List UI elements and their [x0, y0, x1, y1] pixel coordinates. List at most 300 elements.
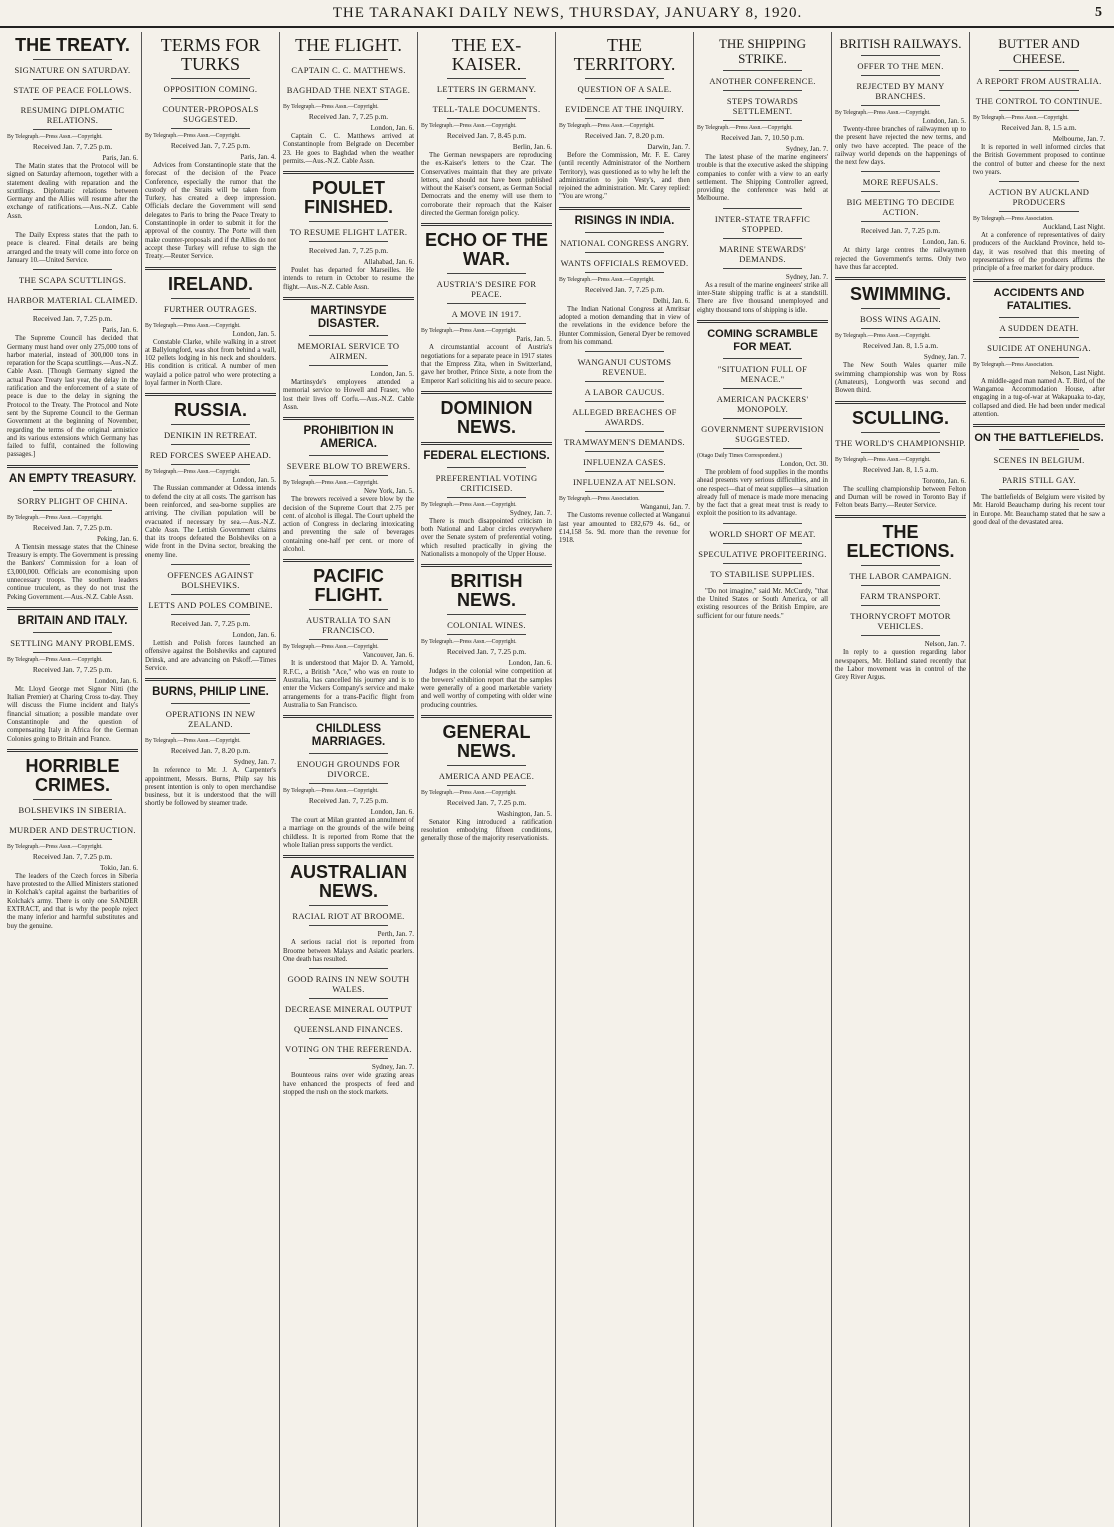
subhead-rule	[33, 59, 112, 60]
article-headline: RISINGS IN INDIA.	[574, 214, 675, 227]
article-headline: PROHIBITION IN AMERICA.	[303, 425, 394, 451]
article-body: The leaders of the Czech forces in Siberia have protested to the Allied Ministers stationed in Kolchak's capital against the barbarities of Kolchak's army. There is only one SANDER EXTRACT, and that is why the people reject the many inferior and harmful substitutes and buy the genuine.	[7, 872, 138, 930]
article-subhead: BOLSHEVIKS IN SIBERIA.	[18, 804, 127, 815]
subhead-rule	[723, 418, 802, 419]
section-divider	[283, 559, 414, 562]
article-body: It is reported in well informed circles that the British Government proposed to continue the control of butter and cheese for the next two years.	[973, 144, 1105, 176]
subhead-rule	[585, 252, 664, 253]
article-byline: By Telegraph.—Press Assn.—Copyright.	[145, 469, 241, 476]
article-subhead: WORLD SHORT OF MEAT.	[709, 528, 816, 539]
article-byline: By Telegraph.—Press Assn.—Copyright.	[421, 328, 517, 335]
article-byline: By Telegraph.—Press Assn.—Copyright.	[283, 480, 379, 487]
page-number: 5	[1095, 5, 1102, 20]
subhead-rule	[585, 78, 664, 79]
column-6	[694, 32, 832, 1527]
article	[7, 36, 138, 221]
section-divider	[421, 223, 552, 226]
article	[145, 267, 276, 389]
newspaper-title: THE TARANAKI DAILY NEWS, THURSDAY, JANUARY 8, 1920.	[332, 4, 803, 21]
article-dateline: London, Jan. 5.	[922, 117, 966, 125]
subhead-rule	[585, 351, 664, 352]
subhead-rule	[585, 118, 664, 119]
article-headline: DOMINION NEWS.	[440, 397, 533, 437]
subhead-rule	[861, 565, 940, 566]
article-headline: HORRIBLE CRIMES.	[25, 755, 120, 795]
subhead-rule	[999, 357, 1079, 358]
article-headline: GENERAL NEWS.	[442, 721, 531, 761]
subhead-rule	[861, 75, 940, 76]
article-dateline: Vancouver, Jan. 6.	[362, 651, 414, 660]
subhead-rule	[447, 785, 526, 786]
subhead-rule	[447, 634, 526, 635]
section-divider	[283, 171, 414, 174]
article-body: In reference to Mr. J. A. Carpenter's appointment, Messrs. Burns, Philp say his present intention is only to open merchandise business, but it is understood that the will shortly be followed by steamer trade.	[145, 767, 276, 808]
subhead-rule	[585, 401, 664, 402]
article	[145, 393, 276, 560]
article-byline: By Telegraph.—Press Assn.—Copyright.	[421, 789, 517, 796]
article-dateline: London, Jan. 6.	[370, 124, 414, 132]
section-divider	[421, 564, 552, 567]
article-dateline: Tokio, Jan. 6.	[100, 863, 138, 872]
article	[835, 171, 966, 272]
article-headline: CHILDLESS MARRIAGES.	[311, 723, 386, 749]
article-subhead: CAPTAIN C. C. MATTHEWS.	[291, 65, 406, 75]
article-dateline: Paris, Jan. 6.	[102, 326, 138, 335]
subhead-rule	[585, 451, 664, 452]
article-headline: THE FLIGHT.	[295, 35, 402, 55]
article-received: Received Jan. 7, 10.50 p.m.	[720, 133, 805, 142]
subhead-rule	[861, 55, 940, 56]
article-headline: THE ELECTIONS.	[846, 522, 955, 562]
article-subhead: FARM TRANSPORT.	[860, 591, 941, 602]
subhead-rule	[861, 585, 940, 586]
subhead-rule	[309, 998, 388, 999]
article	[421, 564, 552, 709]
article-body: Lettish and Polish forces launched an offensive against the Bolsheviks and captured Drinsk, and are advancing on Pskoff.—Times Service.	[145, 640, 276, 672]
article-headline: AN EMPTY TREASURY.	[8, 472, 137, 485]
subhead-rule	[309, 1058, 388, 1059]
article-subhead: NATIONAL CONGRESS ANGRY.	[560, 237, 689, 248]
article	[145, 678, 276, 808]
subhead-rule	[171, 444, 250, 445]
article-body: Martinsyde's employees attended a memorial service to Howell and Fraser, who lost their lives off Corfu.—Aus.-N.Z. Cable Assn.	[283, 379, 414, 411]
article-subhead: OFFER TO THE MEN.	[857, 61, 944, 71]
article-headline: RUSSIA.	[173, 400, 247, 421]
subhead-rule	[33, 289, 112, 290]
article-dateline: Paris, Jan. 5.	[516, 335, 552, 344]
article-dateline: London, Jan. 5.	[370, 370, 414, 379]
article-subhead: VOTING ON THE REFERENDA.	[285, 1044, 412, 1055]
article-body: The Indian National Congress at Amritsar adopted a motion demanding that in view of the revelations in the evidence before the Hunter Commission, General Dyer be removed from his command.	[559, 305, 690, 346]
subhead-rule	[447, 323, 526, 324]
article-subhead: RESUMING DIPLOMATIC RELATIONS.	[20, 105, 125, 125]
subhead-rule	[861, 191, 940, 192]
article	[7, 607, 138, 744]
article	[697, 208, 828, 315]
article-dateline: Nelson, Jan. 7.	[924, 640, 966, 649]
section-divider	[145, 678, 276, 681]
subhead-rule	[309, 783, 388, 784]
subhead-rule	[447, 118, 526, 119]
article-subhead: GOVERNMENT SUPERVISION SUGGESTED.	[701, 423, 824, 444]
subhead-rule	[309, 99, 388, 100]
article	[973, 36, 1105, 177]
article-body: As a result of the marine engineers' strike all inter-State shipping traffic is at a standstill. There are five thousand unemployed and eighty thousand tons of shipping is idle.	[697, 281, 828, 314]
article-byline: By Telegraph.—Press Assn.—Copyright.	[421, 123, 517, 129]
section-divider	[283, 417, 414, 420]
article-dateline: London, Jan. 6.	[94, 676, 138, 685]
article-headline: BURNS, PHILIP LINE.	[152, 686, 269, 699]
subhead-rule	[999, 469, 1079, 470]
article-subhead: MARINE STEWARDS' DEMANDS.	[719, 243, 806, 264]
article-body: There is much disappointed criticism in both National and Labor circles everywhere over the Senate system of preferential voting, which resulted practically in giving the Nationalists a monopoly of the Upper House.	[421, 517, 552, 559]
article-subhead: TELL-TALE DOCUMENTS.	[432, 104, 541, 114]
article-dateline: Paris, Jan. 4.	[240, 153, 276, 161]
article	[421, 715, 552, 844]
article-subhead: STATE OF PEACE FOLLOWS.	[13, 85, 132, 95]
subhead-rule	[171, 318, 250, 319]
subhead-rule	[33, 510, 112, 511]
subhead-rule	[999, 337, 1079, 338]
article-subhead: LETTS AND POLES COMBINE.	[148, 600, 273, 611]
article-received: Received Jan. 7, 7.25 p.m.	[308, 246, 389, 256]
article-body: The battlefields of Belgium were visited by Mr. Harold Beauchamp during his recent tour in Europe. Mr. Beauchamp stated that he saw a good deal of the devastated area.	[973, 494, 1105, 527]
article-byline: (Otago Daily Times Correspondent.)	[697, 452, 783, 459]
article-subhead: OPERATIONS IN NEW ZEALAND.	[165, 709, 256, 730]
article-headline: BRITAIN AND ITALY.	[17, 614, 128, 627]
article-dateline: Sydney, Jan. 7.	[785, 272, 828, 281]
article-dateline: Paris, Jan. 6.	[102, 154, 138, 162]
article-headline: PACIFIC FLIGHT.	[313, 566, 384, 606]
section-divider	[973, 279, 1105, 282]
article-dateline: Sydney, Jan. 7.	[371, 1063, 414, 1072]
column-2	[142, 32, 280, 1527]
subhead-rule	[309, 455, 388, 456]
subhead-rule	[33, 799, 112, 800]
article-byline: By Telegraph.—Press Assn.—Copyright.	[7, 134, 103, 140]
subhead-rule	[861, 308, 940, 309]
article-subhead: A REPORT FROM AUSTRALIA.	[976, 76, 1102, 86]
article-headline: COMING SCRAMBLE FOR MEAT.	[707, 327, 818, 353]
article-headline: ACCIDENTS AND FATALITIES.	[993, 286, 1085, 312]
article-subhead: RED FORCES SWEEP AHEAD.	[149, 450, 272, 461]
article-dateline: London, Oct. 30.	[780, 459, 828, 468]
article-byline: By Telegraph.—Press Assn.—Copyright.	[421, 501, 517, 508]
subhead-rule	[447, 765, 526, 766]
subhead-rule	[723, 268, 802, 269]
article-subhead: LETTERS IN GERMANY.	[436, 84, 537, 94]
article-body: The Customs revenue collected at Wanganui last year amounted to £82,679 4s. 6d., or £14,158 5s. 9d. more than the revenue for 1918.	[559, 512, 690, 545]
article-subhead: ANOTHER CONFERENCE.	[709, 76, 816, 86]
article-subhead: MEMORIAL SERVICE TO AIRMEN.	[297, 341, 400, 362]
subhead-rule	[999, 489, 1079, 490]
subhead-rule	[33, 632, 112, 633]
subhead-rule	[309, 753, 388, 754]
subhead-rule	[999, 90, 1079, 91]
subhead-rule	[309, 475, 388, 476]
article-subhead: SEVERE BLOW TO BREWERS.	[286, 461, 411, 472]
subhead-rule	[171, 298, 250, 299]
article-byline: By Telegraph.—Press Assn.—Copyright.	[145, 322, 241, 329]
article-received: Received Jan. 7, 7.25 p.m.	[584, 284, 665, 294]
subhead-rule	[585, 381, 664, 382]
article-headline: BUTTER AND CHEESE.	[998, 36, 1080, 66]
article-body: The German newspapers are reproducing the ex-Kaiser's letters to the Czar. The Conservatives maintain that they are private letters, and should not have been published without the Kaiser's consent, as German Social Democrats and the enemy will use them to corroborate their reproach that the Kaiser directed the German foreign policy.	[421, 152, 552, 218]
column-7	[832, 32, 970, 1527]
article-subhead: OFFENCES AGAINST BOLSHEVIKS.	[167, 570, 254, 591]
article-body: A middle-aged man named A. T. Bird, of the Wangamoa Accommodation House, after engaging in a tug-of-war at Wakapuaka to-day, collapsed and died. He had been under medical attention.	[973, 377, 1105, 418]
article-subhead: WANGANUI CUSTOMS REVENUE.	[577, 357, 672, 378]
article-subhead: THE CONTROL TO CONTINUE.	[975, 96, 1103, 106]
article-subhead: FURTHER OUTRAGES.	[164, 303, 257, 314]
article-subhead: PARIS STILL GAY.	[1002, 475, 1076, 486]
subhead-rule	[33, 490, 112, 491]
article	[283, 715, 414, 850]
column-8	[970, 32, 1108, 1527]
article-dateline: London, Jan. 6.	[94, 223, 138, 232]
subhead-rule	[447, 467, 526, 468]
article-subhead: THORNYCROFT MOTOR VEHICLES.	[850, 611, 951, 632]
subhead-rule	[723, 563, 802, 564]
subhead-rule	[447, 98, 526, 99]
subhead-rule	[309, 221, 388, 222]
article-received: Received Jan. 7, 7.25 p.m.	[308, 796, 389, 806]
subhead-rule	[861, 432, 940, 433]
article-subhead: SORRY PLIGHT OF CHINA.	[17, 495, 128, 506]
article-subhead: SIGNATURE ON SATURDAY.	[14, 65, 131, 75]
article-received: Received Jan. 7, 7.25 p.m.	[32, 314, 113, 324]
article	[973, 424, 1105, 527]
article-subhead: "SITUATION FULL OF MENACE."	[717, 363, 808, 384]
article-body: At a conference of representatives of dairy producers of the Auckland Province, held to-day, it was resolved that this meeting of representatives of the producers affirms the principle of a free market for dairy produce.	[973, 232, 1105, 273]
article	[697, 320, 828, 519]
article-body: A serious racial riot is reported from Broome between Malays and Asiatic pearlers. One death has resulted.	[283, 939, 414, 963]
subhead-rule	[171, 128, 250, 129]
article-body: Before the Commission, Mr. F. E. Carey (until recently Administrator of the Northern Territory), was questioned as to why he left the administration to join Vesty's, and then rejoined the administration. Mr. Carey replied: "You are wrong."	[559, 152, 690, 201]
column-4	[418, 32, 556, 1527]
subhead-rule	[309, 905, 388, 906]
subhead-rule	[723, 388, 802, 389]
article-body: Bounteous rains over wide grazing areas have enhanced the prospects of feed and stopped the rush on the stock markets.	[283, 1072, 414, 1096]
article-dateline: Sydney, Jan. 7.	[785, 145, 828, 153]
article-received: Received Jan. 8, 1.5 a.m.	[1001, 123, 1077, 132]
article-subhead: TO RESUME FLIGHT LATER.	[289, 227, 408, 238]
article-received: Received Jan. 7, 7.25 p.m.	[32, 851, 113, 861]
article-body: It is understood that Major D. A. Yarnold, R.F.C., a British "Ace," who was en route to Australia, has cancelled his journey and is to enter the Vickers Company's service and make arrangements for a trans-Pacific flight from Australia to San Francisco.	[283, 660, 414, 709]
article-subhead: ENOUGH GROUNDS FOR DIVORCE.	[296, 759, 401, 780]
article-received: Received Jan. 7, 7.25 p.m.	[308, 112, 389, 121]
article-byline: By Telegraph.—Press Association.	[973, 361, 1054, 368]
section-divider	[973, 424, 1105, 427]
article	[973, 181, 1105, 273]
article-headline: POULET FINISHED.	[303, 178, 393, 218]
article-received: Received Jan. 7, 8.20 p.m.	[170, 746, 251, 756]
article-dateline: Sydney, Jan. 7.	[923, 353, 966, 362]
subhead-rule	[723, 238, 802, 239]
subhead-rule	[861, 105, 940, 106]
subhead-rule	[585, 232, 664, 233]
subhead-rule	[861, 635, 940, 636]
article	[421, 391, 552, 437]
article-headline: BRITISH NEWS.	[450, 571, 523, 611]
subhead-rule	[171, 733, 250, 734]
article-dateline: Auckland, Last Night.	[1042, 223, 1105, 232]
article-received: Received Jan. 8, 1.5 a.m.	[862, 464, 939, 474]
article-headline: MARTINSYDE DISASTER.	[310, 305, 387, 331]
section-divider	[145, 393, 276, 396]
article-body: The court at Milan granted an annulment of a marriage on the grounds of the wife being childless. It is reported from Rome that the whole Italian press supports the verdict.	[283, 817, 414, 850]
subhead-rule	[723, 90, 802, 91]
subhead-rule	[861, 452, 940, 453]
subhead-rule	[33, 652, 112, 653]
article-body: Captain C. C. Matthews arrived at Constantinople from Belgrade on December 23. He goes to Baghdad when the weather permits.—Aus.-N.Z. Cable Assn.	[283, 133, 414, 165]
article	[283, 559, 414, 710]
section-divider	[559, 207, 690, 210]
subhead-rule	[171, 564, 250, 565]
article-dateline: Sydney, Jan. 7.	[233, 758, 276, 767]
article-subhead: WANTS OFFICIALS REMOVED.	[560, 257, 689, 268]
subhead-rule	[723, 120, 802, 121]
section-divider	[283, 297, 414, 300]
article-dateline: Peking, Jan. 6.	[96, 534, 138, 543]
subhead-rule	[999, 449, 1079, 450]
article-headline: THE TREATY.	[15, 35, 130, 55]
article	[697, 36, 828, 204]
section-divider	[283, 715, 414, 718]
article-body: The Matin states that the Protocol will be signed on Saturday afternoon, together with a statement dealing with reparation and the scuttlings. Diplomatic relations between Germany and the Allies will resume after the exchange of ratifications.—Aus.-N.Z. Cable Assn.	[7, 163, 138, 220]
article-byline: By Telegraph.—Press Assn.—Copyright.	[283, 644, 379, 651]
article-subhead: INTER-STATE TRAFFIC STOPPED.	[714, 213, 811, 234]
subhead-rule	[309, 639, 388, 640]
article	[835, 401, 966, 511]
subhead-rule	[33, 99, 112, 100]
article-byline: By Telegraph.—Press Assn.—Copyright.	[283, 788, 379, 795]
section-divider	[7, 465, 138, 468]
article-subhead: SCENES IN BELGIUM.	[993, 455, 1085, 466]
article-dateline: Wanganui, Jan. 7.	[640, 503, 690, 512]
article-dateline: London, Jan. 6.	[370, 808, 414, 817]
article-subhead: COLONIAL WINES.	[447, 620, 526, 631]
article-dateline: London, Jan. 5.	[232, 476, 276, 485]
section-divider	[421, 442, 552, 445]
article-byline: By Telegraph.—Press Assn.—Copyright.	[145, 738, 241, 745]
subhead-rule	[999, 70, 1079, 71]
article-byline: By Telegraph.—Press Assn.—Copyright.	[7, 656, 103, 663]
article	[145, 36, 276, 262]
subhead-rule	[861, 171, 940, 172]
article	[7, 465, 138, 602]
section-divider	[835, 401, 966, 404]
subhead-rule	[309, 241, 388, 242]
article-subhead: MORE REFUSALS.	[862, 177, 939, 188]
article-dateline: Washington, Jan. 5.	[497, 809, 552, 818]
article-body: The Daily Express states that the path to peace is cleared. Final details are being arranged and the treaty will come into force on January 10.—United Service.	[7, 232, 138, 264]
subhead-rule	[447, 78, 526, 79]
article-received: Received Jan. 7, 7.25 p.m.	[32, 664, 113, 674]
subhead-rule	[171, 703, 250, 704]
article-subhead: SETTLING MANY PROBLEMS.	[10, 637, 135, 648]
section-divider	[835, 515, 966, 518]
article-body: Advices from Constantinople state that the forecast of the decision of the Peace Conference, especially the rumor that the custody of the Straits will be taken from Turkey, has created a deep impression. Officials declare the Government will send delegates to Paris to bring the Peace Treaty to Constantinople in order to submit it for the approval of the country. The Porte will then make counter-proposals and if the Allies do not accept these Turkey will refuse to sign the Treaty.—Reuter Service.	[145, 162, 276, 261]
article-subhead: AUSTRALIA TO SAN FRANCISCO.	[306, 615, 391, 636]
article-headline: SWIMMING.	[850, 284, 951, 305]
article-subhead: COUNTER-PROPOSALS SUGGESTED.	[162, 104, 259, 124]
article-received: Received Jan. 7, 7.25 p.m.	[32, 142, 113, 151]
subhead-rule	[447, 497, 526, 498]
article	[421, 442, 552, 559]
article-subhead: INFLUENZA AT NELSON.	[573, 477, 676, 488]
subhead-rule	[585, 491, 664, 492]
subhead-rule	[309, 968, 388, 969]
article	[835, 277, 966, 395]
article-body: In reply to a question regarding labor newspapers, Mr. Holland stated recently that the Labor movement was in control of the Grey River Argus.	[835, 649, 966, 682]
article	[145, 564, 276, 673]
article-headline: SCULLING.	[852, 407, 949, 428]
article-subhead: THE SCAPA SCUTTLINGS.	[18, 275, 127, 286]
article	[283, 36, 414, 166]
article	[283, 855, 414, 964]
article-byline: By Telegraph.—Press Assn.—Copyright.	[421, 639, 517, 646]
article-body: The problem of food supplies in the months ahead presents very serious difficulties, and in one respect—that of meat supplies—a situation already full of menace is made more menacing by the fact that a great meat trust is ready to exploit the position to its advantage.	[697, 468, 828, 518]
article-subhead: BAGHDAD THE NEXT STAGE.	[286, 85, 411, 95]
article-body: The Russian commander at Odessa intends to defend the city at all costs. The garrison has been reinforced, and sea-borne supplies are arriving. The civilian population will be evacuated if necessary by sea.—Aus.-N.Z. Cable Assn. The Lettish Government claims that its troops defeated the Bolsheviks on a wide front in the Dvina sector, breaking the enemy line.	[145, 485, 276, 559]
article-subhead: SUICIDE AT ONEHUNGA.	[987, 342, 1091, 353]
article-dateline: Sydney, Jan. 7.	[509, 508, 552, 517]
article	[283, 417, 414, 554]
subhead-rule	[33, 79, 112, 80]
article-byline: By Telegraph.—Press Assn.—Copyright.	[145, 133, 241, 139]
subhead-rule	[999, 110, 1079, 111]
article-body: The Supreme Council has decided that Germany must hand over only 275,000 tons of harbor material, instead of 300,000 tons in reparation for the Scapa scuttlings.—Aus.-N.Z. Cable Assn. [Though Germany signed the actual Peace Treaty last year, the delay in the ratification and the enforcement of a state of peace is due to the delay in signing the Protocol to the Treaty. The Protocol and Note sent by the Supreme Council to the German Government at the beginning of November, regarding the terms of the original armistice and its various extensions which Germany has failed to fulfil, contained the following passages.]	[7, 335, 138, 459]
subhead-rule	[585, 431, 664, 432]
subhead-rule	[33, 819, 112, 820]
article-dateline: London, Jan. 6.	[922, 238, 966, 247]
article-subhead: STEPS TOWARDS SETTLEMENT.	[726, 96, 799, 116]
article-dateline: Perth, Jan. 7.	[377, 930, 414, 939]
subhead-rule	[309, 335, 388, 336]
subhead-rule	[723, 70, 802, 71]
article-byline: By Telegraph.—Press Assn.—Copyright.	[835, 456, 931, 463]
subhead-rule	[447, 614, 526, 615]
article-subhead: DECREASE MINERAL OUTPUT	[285, 1004, 412, 1015]
article-received: Received Jan. 7, 8.45 p.m.	[446, 131, 527, 140]
article-received: Received Jan. 7, 7.25 p.m.	[32, 522, 113, 532]
subhead-rule	[309, 1018, 388, 1019]
subhead-rule	[309, 609, 388, 610]
subhead-rule	[171, 424, 250, 425]
article-headline: ON THE BATTLEFIELDS.	[974, 432, 1104, 445]
subhead-rule	[723, 523, 802, 524]
article-dateline: London, Jan. 6.	[508, 659, 552, 668]
article-headline: TERMS FOR TURKS	[160, 35, 261, 74]
subhead-rule	[861, 328, 940, 329]
article-subhead: MURDER AND DESTRUCTION.	[9, 824, 136, 835]
article-subhead: HARBOR MATERIAL CLAIMED.	[7, 295, 138, 306]
article-body: Constable Clarke, while walking in a street at Ballylongford, was shot from behind a wall, 102 pellets lodging in his neck and shoulders. His condition is critical. A number of men waylaid a police patrol who were protecting a loyal farmer in North Clare.	[145, 338, 276, 388]
section-divider	[7, 749, 138, 752]
article-subhead: REJECTED BY MANY BRANCHES.	[856, 81, 945, 101]
article-body: At thirty large centres the railwaymen rejected the Government's terms. Only two have thus far accepted.	[835, 247, 966, 272]
article-subhead: AUSTRIA'S DESIRE FOR PEACE.	[436, 279, 537, 300]
section-divider	[697, 320, 828, 323]
article-dateline: New York, Jan. 5.	[364, 487, 414, 496]
article-body: Mr. Lloyd George met Signor Nitti (the Italian Premier) at Charing Cross to-day. They will discuss the Fiume incident and Italy's financial situation; a possible mandate over Constantinople and the question of compensating Italy in Africa for the German Colonies going to Britain and France.	[7, 685, 138, 743]
article-dateline: Allahabad, Jan. 6.	[363, 258, 414, 267]
article-byline: By Telegraph.—Press Assn.—Copyright.	[697, 125, 793, 131]
subhead-rule	[999, 317, 1079, 318]
article-body: Poulet has departed for Marseilles. He intends to return in October to resume the flight.—Aus.-N.Z. Cable Assn.	[283, 267, 414, 291]
section-divider	[835, 277, 966, 280]
